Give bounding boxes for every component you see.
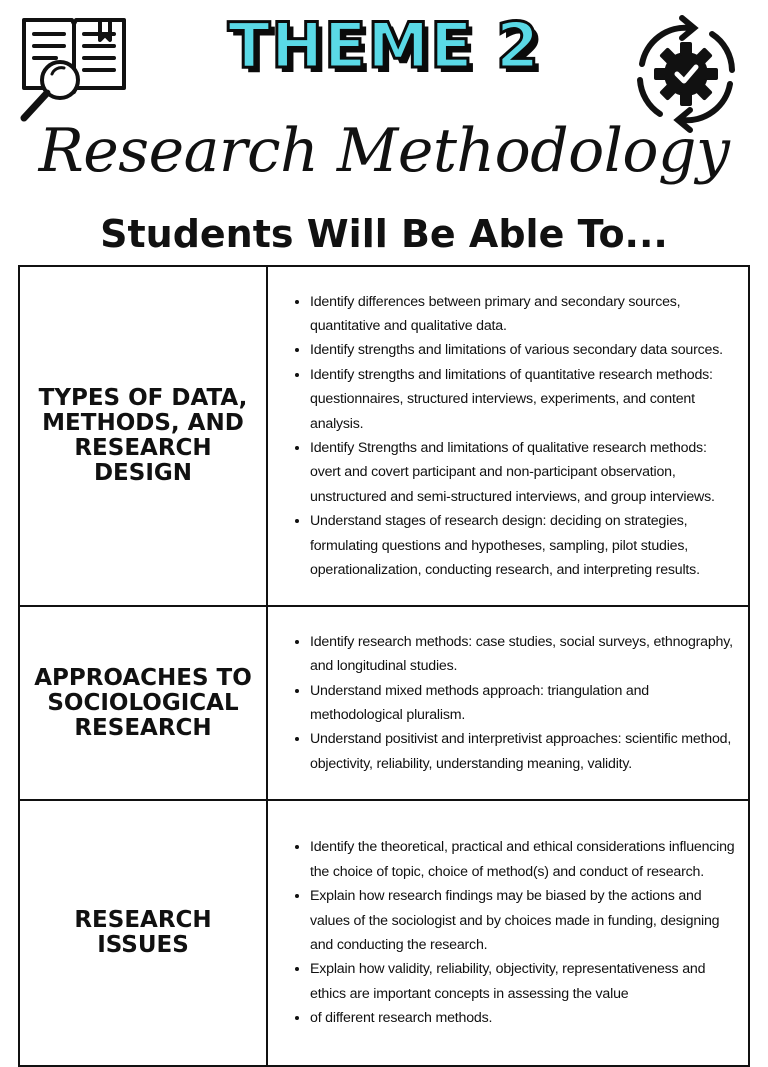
subject-title: Research Methodology [38, 116, 730, 186]
list-item: • Understand positivist and interpretivist approaches: scientific method, objectivity, reliability, understanding meaning, validity. [310, 727, 736, 776]
page-header [0, 0, 768, 262]
table-row [19, 606, 749, 800]
topic-label: TYPES OF DATA, METHODS, AND RESEARCH DESIGN [38, 385, 248, 486]
list-item: • Explain how validity, reliability, objectivity, representativeness and ethics are important concepts in assessing the value [310, 957, 736, 1006]
objective-list [278, 835, 736, 1030]
topic-cell [19, 606, 267, 800]
objectives-heading: Students Will Be Able To... [100, 212, 668, 256]
objective-list [278, 290, 736, 583]
objectives-table [18, 265, 750, 1067]
theme-title: THEME 2 [227, 9, 541, 82]
list-item: • Identify strengths and limitations of various secondary data sources. [310, 338, 736, 362]
objective-list [278, 630, 736, 776]
topic-label: APPROACHES TO SOCIOLOGICAL RESEARCH [34, 664, 252, 741]
list-item: • Identify Strengths and limitations of qualitative research methods: overt and covert participant and non-participant observation, unstructured and semi-structured interviews, and group interviews. [310, 436, 736, 509]
topic-cell [19, 800, 267, 1066]
list-item: • Understand mixed methods approach: triangulation and methodological pluralism. [310, 679, 736, 728]
list-item: • Identify research methods: case studies, social surveys, ethnography, and longitudinal studies. [310, 630, 736, 679]
list-item: • Identify strengths and limitations of quantitative research methods: questionnaires, structured interviews, experiments, and content analysis. [310, 363, 736, 436]
list-item: • Explain how research findings may be biased by the actions and values of the sociologist and by choices made in funding, designing and conducting the research. [310, 884, 736, 957]
table-row [19, 800, 749, 1066]
topic-label: RESEARCH ISSUES [74, 907, 212, 958]
objectives-cell [267, 266, 749, 606]
objectives-cell [267, 800, 749, 1066]
list-item: • Identify the theoretical, practical and ethical considerations influencing the choice of topic, choice of method(s) and conduct of research. [310, 835, 736, 884]
list-item: • of different research methods. [310, 1006, 736, 1030]
objectives-cell [267, 606, 749, 800]
table-row [19, 266, 749, 606]
list-item: • Understand stages of research design: deciding on strategies, formulating questions and hypotheses, sampling, pilot studies, operationalization, conducting research, and interpreting results. [310, 509, 736, 582]
topic-cell [19, 266, 267, 606]
list-item: • Identify differences between primary and secondary sources, quantitative and qualitative data. [310, 290, 736, 339]
